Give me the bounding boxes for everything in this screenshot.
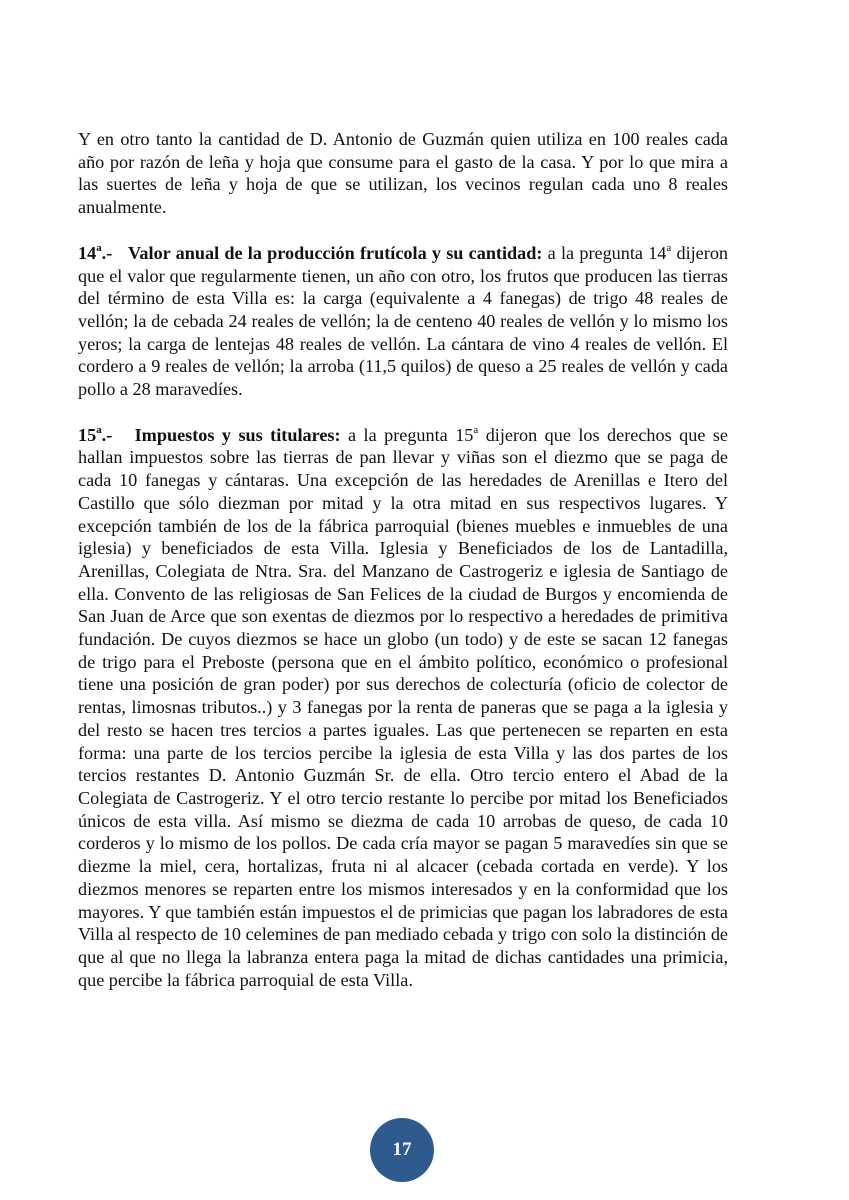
section-14-lead-sup: a xyxy=(666,241,672,254)
page-number-badge xyxy=(370,1118,434,1182)
section-15-title: Impuestos y sus titulares: xyxy=(134,424,341,445)
section-14-number: 14 xyxy=(78,242,97,263)
section-15-dash: .- xyxy=(101,424,113,445)
document-body xyxy=(78,128,728,991)
paragraph-firewood: Y en otro tanto la cantidad de D. Antonio de Guzmán quien utiliza en 100 reales cada año por razón de leña y hoja que consume para el gasto de la casa. Y por lo que mira a las suertes de leña y hoja de que se utilizan, los vecinos regulan cada uno 8 reales anualmente. xyxy=(78,129,728,218)
section-15-text: dijeron que los derechos que se hallan impuestos sobre las tierras de pan llevar y viñas son el diezmo que se paga de cada 10 fanegas y cántaras. Una excepción de las heredades de Arenillas e Itero del Castillo que sólo diezman por mitad y la otra mitad en sus respectivos lugares. Y excepción también de los de la fábrica parroquial (bienes muebles e inmuebles de una iglesia) y beneficiados de esta Villa. Iglesia y Beneficiados de los de Lantadilla, Arenillas, Colegiata de Ntra. Sra. del Manzano de Castrogeriz e iglesia de Santiago de ella. Convento de las religiosas de San Felices de la ciudad de Burgos y encomienda de San Juan de Arce que son exentas de diezmos por lo respectivo a heredades de primitiva fundación. De cuyos diezmos se hace un globo (un todo) y de este se sacan 12 fanegas de trigo para el Preboste (persona que en el ámbito político, económico o profesional tiene una posición de gran poder) por sus derechos de colecturía (oficio de colector de rentas, limosnas tributos..) y 3 fanegas por la renta de paneras que se paga a la iglesia y del resto se hacen tres tercios a partes iguales. Las que pertenecen se reparten en esta forma: una parte de los tercios percibe la iglesia de esta Villa y las dos partes de los tercios restantes D. Antonio Guzmán Sr. de ella. Otro tercio entero el Abad de la Colegiata de Castrogeriz. Y el otro tercio restante lo percibe por mitad los Beneficiados únicos de esta villa. Así mismo se diezma de cada 10 arrobas de queso, de cada 10 corderos y lo mismo de los pollos. De cada cría mayor se pagan 5 maravedíes sin que se diezme la miel, cera, hortalizas, fruta ni al alcacer (cebada cortada en verde). Y los diezmos menores se reparten entre los mismos interesados y en la conformidad que los mayores. Y que también están impuestos el de primicias que pagan los labradores de esta Villa al respecto de 10 celemines de pan mediado cebada y trigo con solo la distinción de que al que no llega la labranza entera paga la mitad de dichas cantidades una primicia, que percibe la fábrica parroquial de esta Villa. xyxy=(78,424,728,990)
section-14-lead: a la pregunta 14 xyxy=(542,242,667,263)
section-14 xyxy=(78,242,728,401)
section-15-lead-sup: a xyxy=(473,423,479,436)
paragraph-spacer xyxy=(78,219,728,242)
section-14-text: dijeron que el valor que regularmente tienen, un año con otro, los frutos que producen las tierras del término de esta Villa es: la carga (equivalente a 4 fanegas) de trigo 48 reales de vellón; la de cebada 24 reales de vellón; la de centeno 40 reales de vellón y lo mismo los yeros; la carga de lentejas 48 reales de vellón. La cántara de vino 4 reales de vellón. El cordero a 9 reales de vellón; la arroba (11,5 quilos) de queso a 25 reales de vellón y cada pollo a 28 maravedíes. xyxy=(78,242,729,400)
section-14-title: Valor anual de la producción frutícola y su cantidad: xyxy=(127,242,543,263)
section-14-dash: .- xyxy=(101,242,113,263)
section-15-lead: a la pregunta 15 xyxy=(340,424,474,445)
paragraph-spacer xyxy=(78,401,728,424)
section-14-number-sup: a xyxy=(96,241,102,254)
section-15 xyxy=(78,424,728,992)
section-15-number-sup: a xyxy=(96,423,102,436)
page-number: 17 xyxy=(392,1139,412,1160)
section-15-number: 15 xyxy=(78,424,97,445)
